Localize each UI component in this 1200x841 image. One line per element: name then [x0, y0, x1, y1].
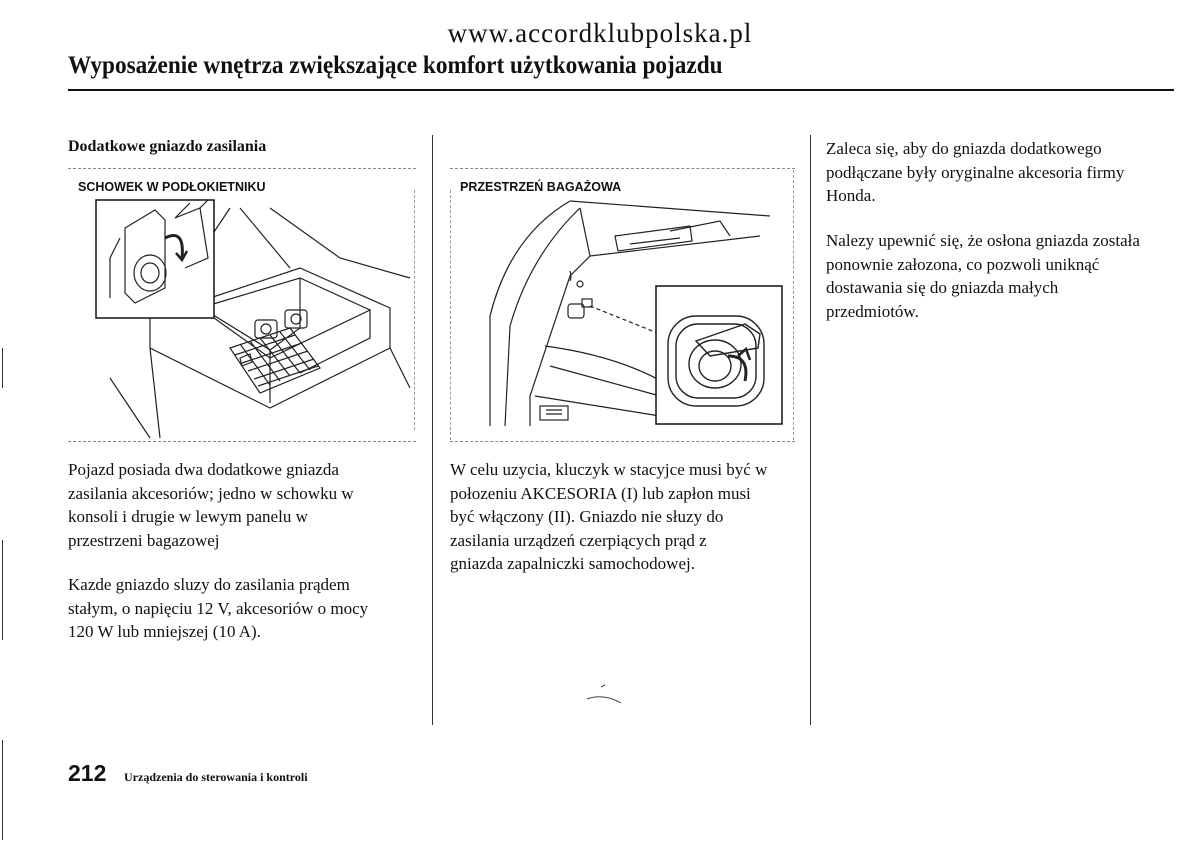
text-line: Honda. [826, 186, 876, 205]
figure-bottom-border [68, 441, 416, 442]
column-divider-left [432, 135, 433, 725]
page-number: 212 [68, 760, 107, 786]
figure-left-border [450, 190, 451, 440]
figure-right-border [414, 190, 415, 430]
text-line: zasilania akcesoriów; jedno w schowku w [68, 483, 354, 503]
text-line: przedmiotów. [826, 301, 919, 321]
text-line: Pojazd posiada dwa dodatkowe gniazda [68, 460, 339, 479]
text-line: Nalezy upewnić się, że osłona gniazda została [826, 231, 1140, 250]
page-title: Wyposażenie wnętrza zwiększające komfort użytkowania pojazdu [68, 52, 723, 79]
text-line: stałym, o napięciu 12 V, akcesoriów o mocy [68, 598, 369, 618]
column-divider-right [810, 135, 811, 725]
text-line: być włączony (II). Gniazdo nie słuzy do [450, 507, 724, 526]
text-line: połozeniu AKCESORIA (I) lub zapłon musi [450, 483, 751, 503]
text-line: podłączane były oryginalne akcesoria firmy [826, 162, 1125, 182]
stray-mark [585, 685, 625, 705]
text-line: W celu uzycia, kluczyk w stacyjce musi być w [450, 460, 768, 479]
text-line: gniazda zapalniczki samochodowej. [450, 554, 695, 573]
text-line: Zaleca się, aby do gniazda dodatkowego [826, 139, 1102, 158]
paragraph-outlets [68, 458, 354, 552]
site-url: www.accordklubpolska.pl [447, 18, 753, 48]
margin-mark [2, 540, 3, 640]
armrest-compartment-illustration [90, 198, 410, 438]
text-line: 120 W lub mniejszej (10 A). [68, 622, 261, 641]
text-line: zasilania urządzeń czerpiących prąd z [450, 530, 707, 550]
header-rule [68, 89, 1174, 91]
text-line: dostawania się do gniazda małych [826, 278, 1059, 297]
chapter-title: Urządzenia do sterowania i kontroli [124, 770, 308, 784]
figure-bottom-border [450, 441, 795, 442]
paragraph-accessories [826, 137, 1124, 208]
margin-mark [2, 348, 3, 388]
figure-label-armrest: SCHOWEK W PODŁOKIETNIKU [78, 180, 266, 194]
paragraph-cover [826, 229, 1140, 323]
text-line: ponownie załozona, co pozwoli uniknąć [826, 254, 1100, 274]
text-line: przestrzeni bagazowej [68, 530, 220, 550]
trunk-compartment-illustration [470, 196, 790, 436]
section-heading: Dodatkowe gniazdo zasilania [68, 138, 267, 155]
margin-mark [2, 740, 3, 840]
figure-right-border [793, 170, 794, 440]
paragraph-power-rating [68, 573, 368, 644]
figure-label-trunk: PRZESTRZEŃ BAGAŻOWA [460, 180, 622, 194]
paragraph-ignition [450, 458, 767, 576]
text-line: Kazde gniazdo sluzy do zasilania prądem [68, 575, 350, 594]
text-line: konsoli i drugie w lewym panelu w [68, 507, 308, 526]
figure-top-border [450, 168, 795, 169]
figure-top-border [68, 168, 416, 169]
